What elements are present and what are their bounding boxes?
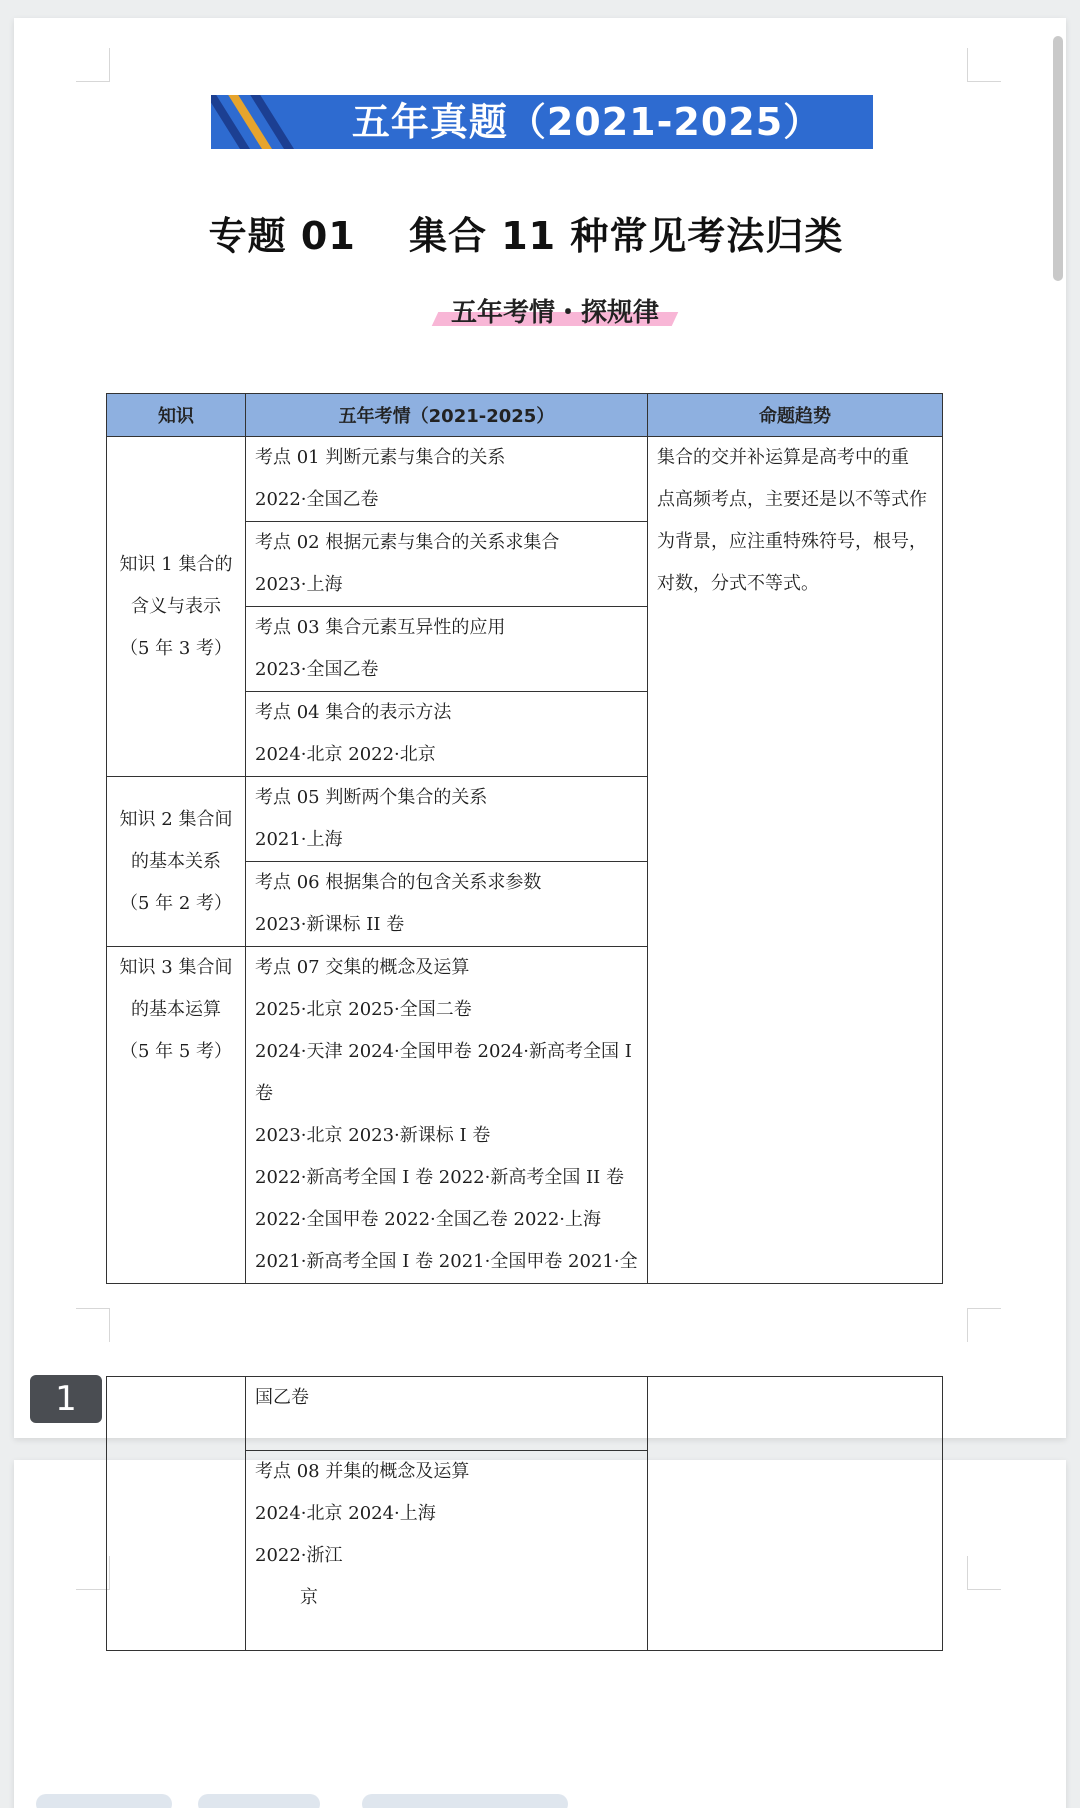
exam-point-line: 考点 02 根据元素与集合的关系求集合 [255, 532, 560, 553]
page-corner-mark [76, 1556, 110, 1590]
exam-point-cell [246, 947, 648, 1284]
page-corner-mark [76, 48, 110, 82]
subtitle-block [425, 290, 685, 334]
page-corner-mark [76, 1308, 110, 1342]
header-knowledge: 知识 [107, 394, 246, 437]
title-banner [211, 95, 873, 149]
page-corner-mark [967, 48, 1001, 82]
knowledge-line: （5 年 3 考） [119, 637, 233, 659]
exam-point-line: 考点 05 判断两个集合的关系 [255, 787, 488, 808]
exam-point-line: 考点 03 集合元素互异性的应用 [255, 617, 506, 638]
exam-point-line: 2023·新课标 II 卷 [255, 914, 405, 935]
page-corner-mark [967, 1556, 1001, 1590]
exam-point-cell [246, 1377, 648, 1451]
exam-analysis-table [106, 393, 943, 1284]
knowledge-cell [107, 947, 246, 1284]
exam-point-cell [246, 607, 648, 692]
bottom-toolbar-button[interactable] [198, 1794, 320, 1808]
exam-point-line: 2021·新高考全国 I 卷 2021·全国甲卷 2021·全 [255, 1251, 638, 1272]
bottom-toolbar-button[interactable] [36, 1794, 172, 1808]
exam-point-line: 2022·全国甲卷 2022·全国乙卷 2022·上海 [255, 1209, 602, 1230]
exam-point-line: 2025·北京 2025·全国二卷 [255, 999, 472, 1020]
trend-line: 集合的交并补运算是高考中的重 [657, 447, 909, 468]
vertical-scrollbar[interactable] [1053, 36, 1063, 281]
exam-point-cell [246, 862, 648, 947]
exam-point-cell [246, 437, 648, 522]
knowledge-line: 知识 1 集合的 [119, 553, 233, 575]
knowledge-line: 的基本运算 [131, 999, 221, 1020]
trend-cell [648, 437, 943, 1284]
page-number-badge[interactable]: 1 [30, 1375, 102, 1423]
exam-point-line: 京 [300, 1587, 318, 1608]
page-title: 专题 01 集合 11 种常见考法归类 [208, 214, 844, 258]
exam-point-cell [246, 1451, 648, 1651]
knowledge-line: （5 年 2 考） [119, 892, 233, 914]
knowledge-cell [107, 777, 246, 947]
exam-point-cell [246, 692, 648, 777]
page-corner-mark [967, 1308, 1001, 1342]
subtitle: 五年考情・探规律 [450, 298, 659, 328]
exam-point-line: 2023·上海 [255, 574, 343, 595]
trend-cell [648, 1377, 943, 1651]
knowledge-line: （5 年 5 考） [119, 1041, 233, 1062]
exam-point-cell [246, 777, 648, 862]
exam-point-line: 2022·新高考全国 I 卷 2022·新高考全国 II 卷 [255, 1167, 624, 1188]
exam-point-line: 2023·北京 2023·新课标 I 卷 [255, 1125, 491, 1146]
knowledge-cell [107, 437, 246, 777]
exam-point-line: 2024·北京 2024·上海 [255, 1503, 436, 1524]
trend-line: 点高频考点，主要还是以不等式作 [657, 489, 927, 510]
exam-point-cell [246, 522, 648, 607]
exam-point-line: 考点 06 根据集合的包含关系求参数 [255, 872, 542, 893]
exam-point-line: 2023·全国乙卷 [255, 659, 379, 680]
exam-point-line: 2022·全国乙卷 [255, 489, 379, 510]
exam-point-line: 2022·浙江 [255, 1545, 343, 1566]
exam-point-line: 2021·上海 [255, 829, 343, 850]
header-five-years: 五年考情（2021-2025） [246, 394, 648, 437]
trend-line: 为背景，应注重特殊符号，根号， [657, 531, 927, 552]
knowledge-line: 的基本关系 [131, 850, 221, 872]
bottom-toolbar-button[interactable] [362, 1794, 568, 1808]
exam-point-line: 考点 07 交集的概念及运算 [255, 957, 470, 978]
knowledge-line: 含义与表示 [131, 595, 221, 617]
exam-point-line: 考点 08 并集的概念及运算 [255, 1461, 470, 1482]
exam-point-line: 考点 04 集合的表示方法 [255, 702, 452, 723]
banner-text: 五年真题（2021-2025） [351, 100, 823, 144]
exam-point-line: 卷 [255, 1083, 273, 1104]
exam-point-line: 2024·天津 2024·全国甲卷 2024·新高考全国 I [255, 1041, 632, 1062]
exam-analysis-table-continued [106, 1376, 943, 1651]
knowledge-line: 知识 3 集合间 [119, 957, 233, 978]
exam-point-line: 2024·北京 2022·北京 [255, 744, 436, 765]
exam-point-line: 国乙卷 [255, 1387, 309, 1408]
trend-line: 对数，分式不等式。 [657, 573, 819, 594]
knowledge-line: 知识 2 集合间 [119, 808, 233, 830]
knowledge-cell [107, 1377, 246, 1651]
header-trend: 命题趋势 [648, 394, 943, 437]
exam-point-line: 考点 01 判断元素与集合的关系 [255, 447, 506, 468]
